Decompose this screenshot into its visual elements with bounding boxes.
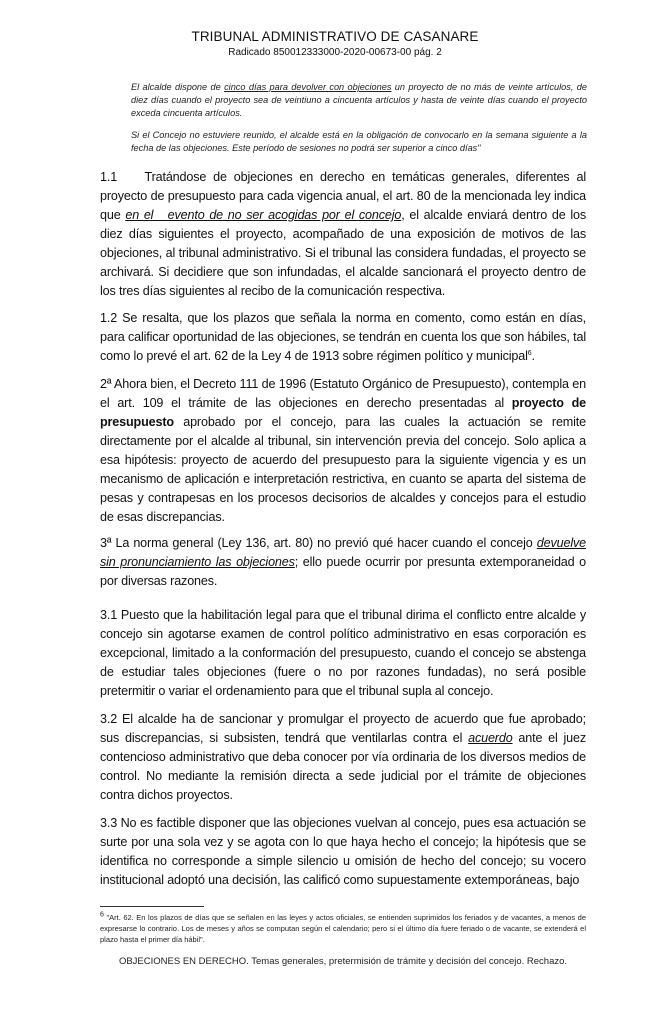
paragraph-text: 2ª Ahora bien, el Decreto 111 de 1996 (Estatuto Orgánico de Presupuesto), contempla en el art. 109 el trámite de las objeciones en derecho presentadas al [100,377,586,410]
emphasis-text: devuelve sin pronunciamiento las objeciones [100,536,586,569]
bold-text: proyecto de presupuesto [100,396,586,429]
footnote-reference[interactable]: 6 [527,349,532,357]
paragraph-text: 1.2 Se resalta, que los plazos que señala la norma en comento, como están en días, para calificar oportunidad de las objeciones, se tendrán en cuenta los que son hábiles, tal como lo prevé el art. 62 de la Ley 4 de 1913 sobre régimen político y municipal [100,311,586,363]
header-radicado: Radicado 850012333000-2020-00673-00 pág. 2 [228,47,442,58]
quote-paragraph-2: Si el Concejo no estuviere reunido, el alcalde está en la obligación de convocarlo en la semana siguiente a la fecha de las objeciones. Este período de sesiones no podrá ser superior a cinco días" [131,130,587,153]
paragraph-3-1: 3.1 Puesto que la habilitación legal para que el tribunal dirima el conflicto entre alcalde y concejo sin agotarse examen de control político administrativo en esas corporación es excepcional, limitado a la conformación del presupuesto, cuando el concejo se abstenga de estudiar tales objeciones (fuere o no por razones fundadas), no será posible pretermitir o variar el ordenamiento para que el tribunal supla al concejo. [100,608,586,698]
paragraph-text: 1.1 Tratándose de objeciones en derecho en temáticas generales, diferentes al proyecto de presupuesto para cada vigencia anual, el art. 80 de la mencionada ley indica que [100,170,590,222]
header-title: TRIBUNAL ADMINISTRATIVO DE CASANARE [191,29,479,44]
paragraph-text: . [531,349,535,363]
paragraph-text: ; ello puede ocurrir por presunta extemporaneidad o por diversas razones. [100,555,587,588]
quote-text: El alcalde dispone de [131,82,225,92]
paragraph-text: ante el juez contencioso administrativo que deba conocer por vía ordinaria de los diversos medios de control. No mediante la remisión directa a sede judicial por el trámite de objeciones contra dichos proyectos. [100,731,586,802]
footnote-text: "Art. 62. En los plazos de días que se señalen en las leyes y actos oficiales, se entienden suprimidos los feriados y de vacantes, a menos de expresarse lo contrario. Los de meses y años se computan según el calendario; pero si el último día fuere feriado o de vacante, se extenderá el plazo hasta el primer día hábil". [100,913,586,944]
paragraph-3-3: 3.3 No es factible disponer que las objeciones vuelvan al concejo, pues esa actuación se surte por una sola vez y se agota con lo que haya hecho el concejo; la hipótesis que se identifica no corresponde a simple silencio u omisión de hecho del concejo; su vocero institucional adoptó una decisión, las calificó como supuestamente extemporáneas, bajo [100,816,586,887]
quote-underlined-text: cinco días para devolver con objeciones [224,82,392,92]
quote-paragraph-1 [131,81,587,120]
quote-text: un proyecto de no más de veinte artículos, de diez días cuando el proyecto sea de veintiuno a cincuenta artículos y hasta de veinte días cuando el proyecto exceda cincuenta artículos. [131,82,587,118]
paragraph-text: , el alcalde enviará dentro de los diez días siguientes el proyecto, acompañado de una exposición de motivos de las objeciones, al tribunal administrativo. Si el tribunal las considera fundadas, el proyecto se archivará. Si decidiere que son infundadas, el alcalde sancionará el proyecto dentro de los tres días siguientes al recibo de la comunicación respectiva. [100,208,586,298]
paragraph-3-2 [100,710,586,805]
footnote-number: 6 [100,911,104,919]
paragraph-3 [100,534,586,591]
paragraph-1-2 [100,309,586,366]
paragraph-text: 3.2 El alcalde ha de sancionar y promulgar el proyecto de acuerdo que fue aprobado; sus discrepancias, si subsisten, tendrá que ventilarlas contra el [100,712,586,745]
footnote-divider [100,906,204,907]
page-footer: OBJECIONES EN DERECHO. Temas generales, pretermisión de trámite y decisión del concejo. Rechazo. [118,956,568,967]
paragraph-text: aprobado por el concejo, para las cuales la actuación se remite directamente por el alcalde al tribunal, sin intervención previa del concejo. Solo aplica a esa hipótesis: proyecto de acuerdo del presupuesto para la siguiente vigencia y es un mecanismo de aplicación e interpretación restrictiva, en cuanto se aparta del sistema de pesas y contrapesas en los procesos decisorios de alcaldes y concejos para el estudio de esas discrepancias. [100,415,586,524]
paragraph-text: 3ª La norma general (Ley 136, art. 80) no previó qué hacer cuando el concejo [100,536,537,550]
footnote [100,912,586,945]
paragraph-1-1 [100,168,590,301]
emphasis-text: en el evento de no ser acogidas por el concejo [125,208,402,222]
emphasis-text: acuerdo [468,731,513,745]
paragraph-2 [100,375,586,527]
